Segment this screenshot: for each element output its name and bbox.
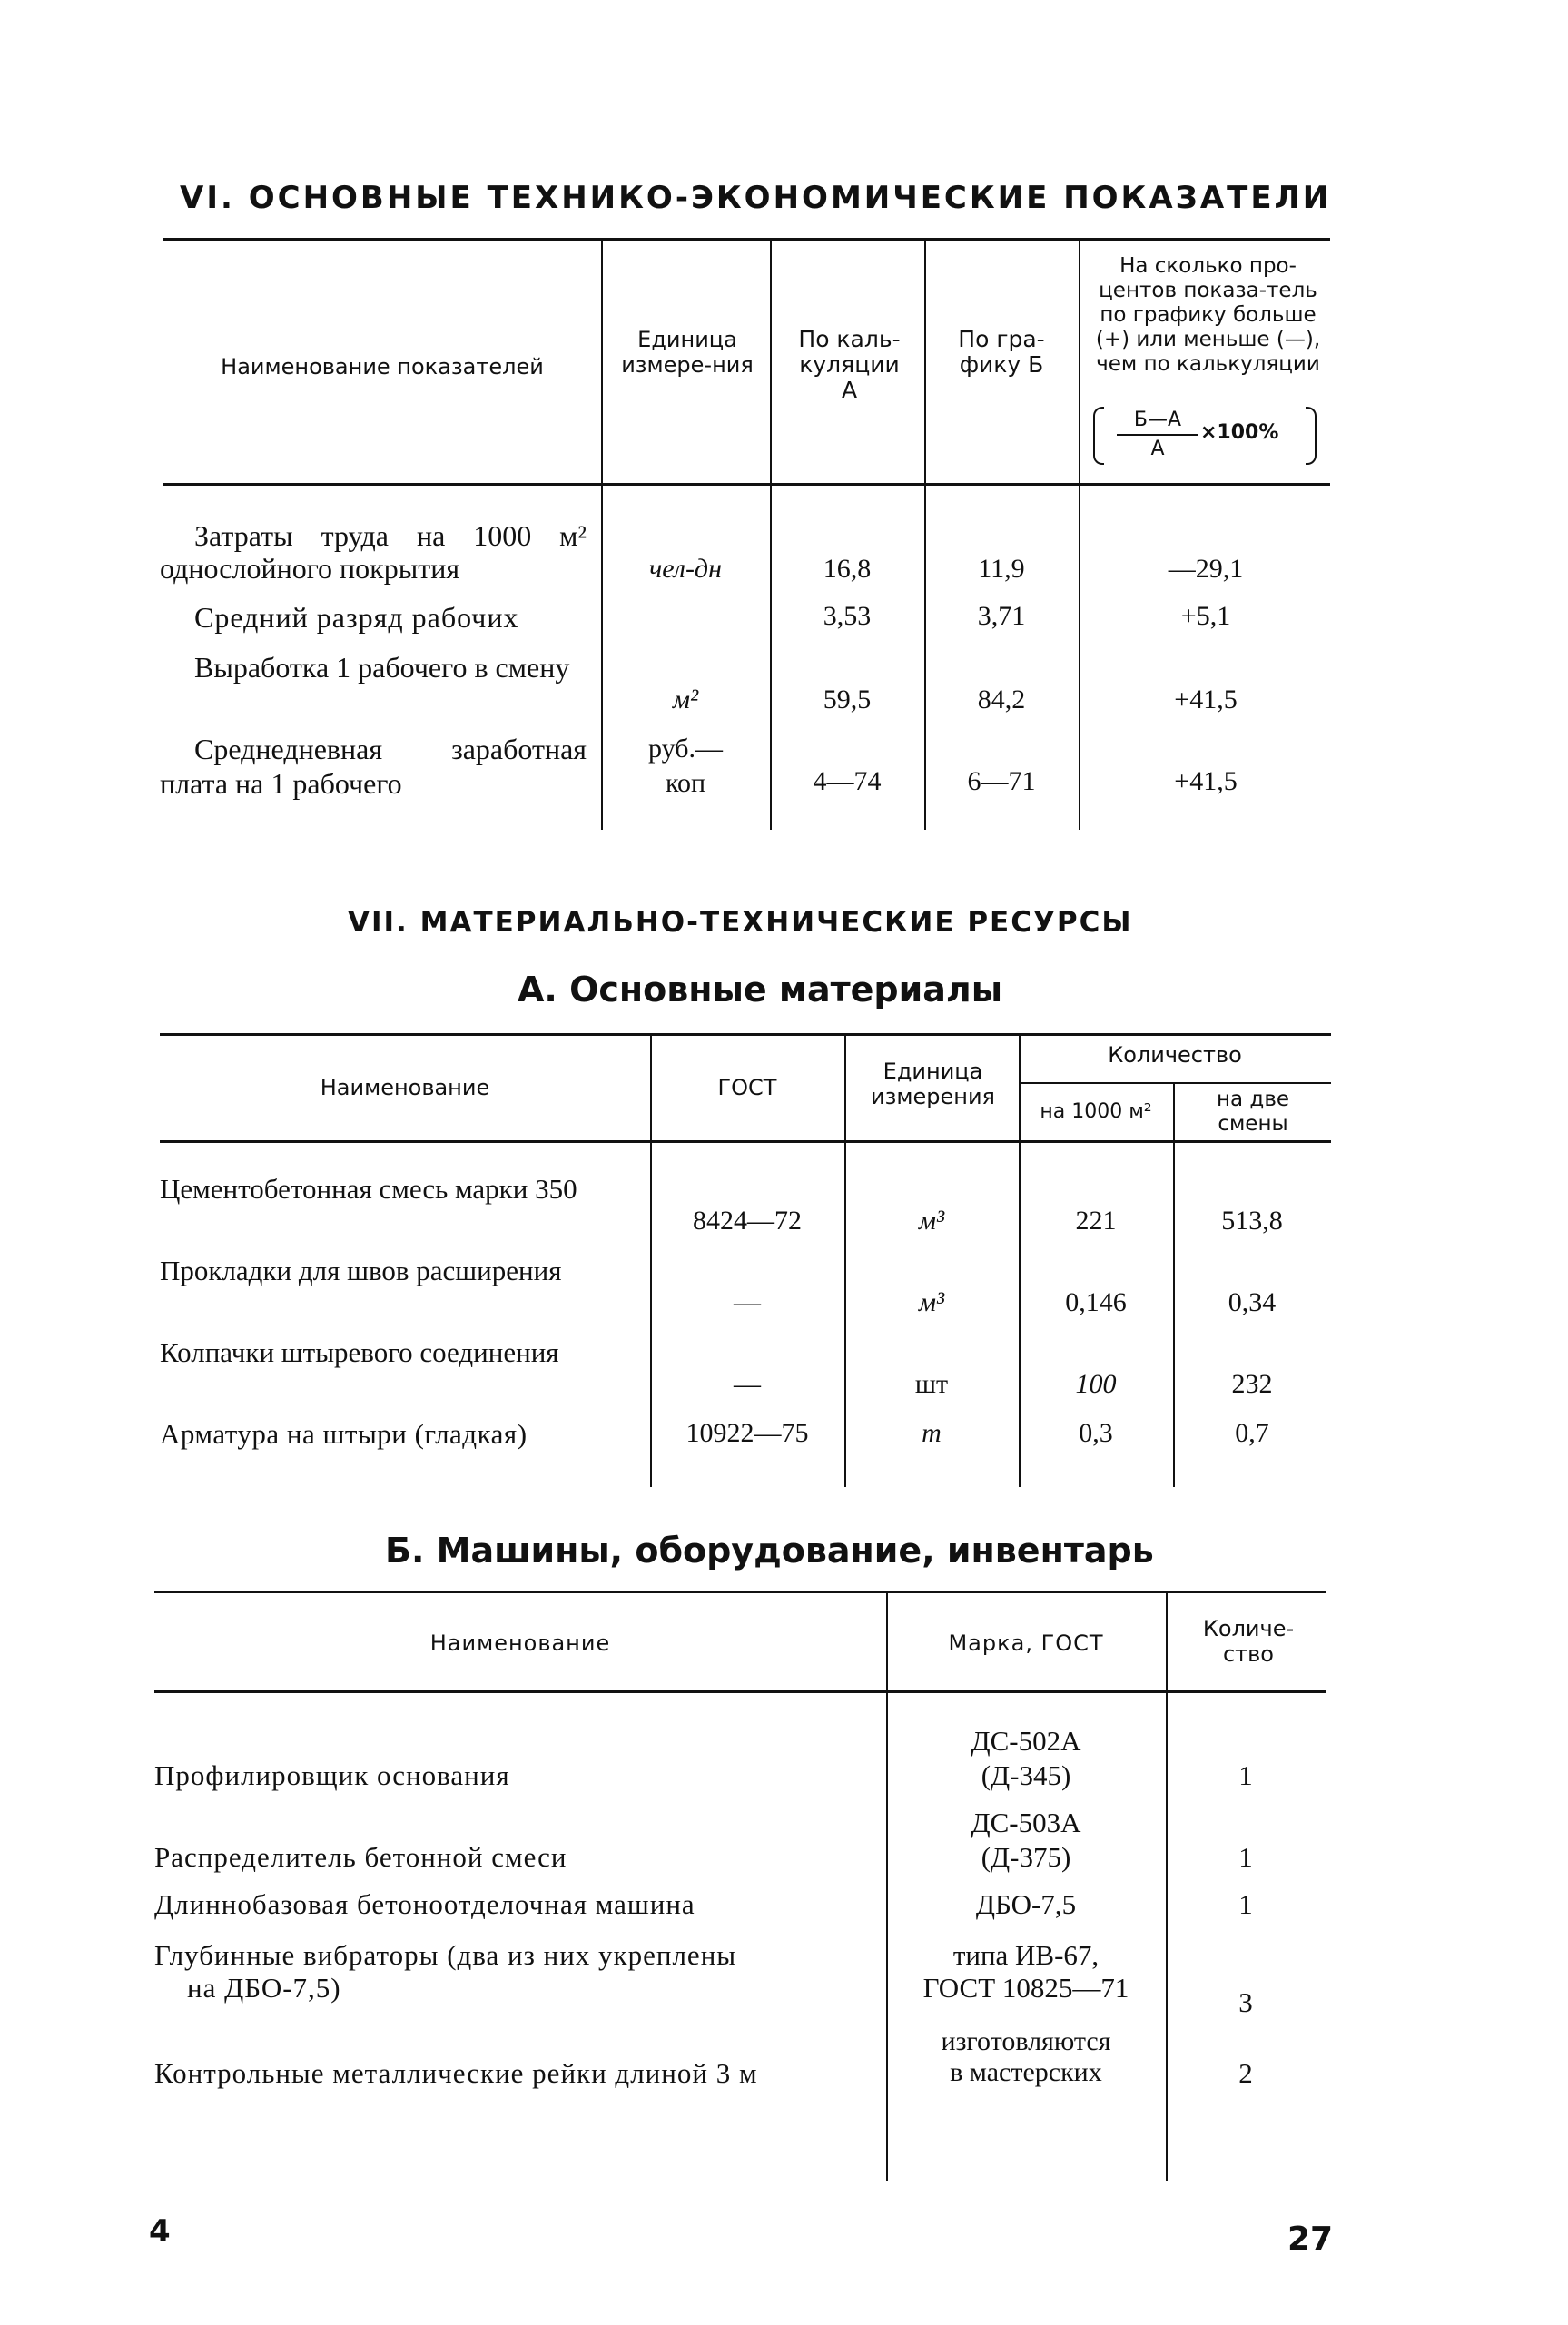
table-row-diff: +5,1 xyxy=(1180,601,1231,631)
col-header-diff: На сколько про-центов показа-тель по графику больше (+) или меньше (—), чем по калькуляции xyxy=(1095,254,1321,376)
col-header-name: Наименование xyxy=(320,1075,490,1100)
table-row-name: Цементобетонная смесь марки 350 xyxy=(160,1173,577,1205)
table-row-unit: руб.— коп xyxy=(648,734,723,798)
table-row-name: Распределитель бетонной смеси xyxy=(154,1841,567,1873)
col-header-graph: По гра-фику Б xyxy=(958,326,1045,378)
table-row-qty: 1 xyxy=(1238,1759,1253,1791)
table-row-graph: 6—71 xyxy=(967,766,1036,796)
table-row-gost: — xyxy=(734,1369,761,1399)
table-row-unit: чел-дн xyxy=(648,554,722,584)
table-row-q2: 0,7 xyxy=(1235,1418,1269,1448)
table-row-unit: шт xyxy=(914,1369,949,1399)
table-row-diff: —29,1 xyxy=(1168,554,1244,584)
table-row-q2: 513,8 xyxy=(1221,1206,1283,1236)
table-row-mark: ДС-502А xyxy=(971,1725,1081,1757)
table-row-gost: 10922—75 xyxy=(685,1418,809,1448)
table-row-unit: т xyxy=(922,1418,942,1448)
table-row-calc: 59,5 xyxy=(823,685,872,714)
col-header-unit: Единица измере-ния xyxy=(621,327,754,378)
section-7-title: VII. МАТЕРИАЛЬНО-ТЕХНИЧЕСКИЕ РЕСУРСЫ xyxy=(348,906,1133,939)
table-row-mark: изготовляются xyxy=(941,2026,1111,2056)
table-row-mark: в мастерских xyxy=(950,2057,1102,2087)
table-row-name: на ДБО-7,5) xyxy=(187,1972,341,2004)
col-header-qty-1000: на 1000 м² xyxy=(1040,1100,1152,1123)
table-row-q1000: 0,3 xyxy=(1079,1418,1113,1448)
table-row-qty: 1 xyxy=(1238,1841,1253,1873)
col-header-mark: Марка, ГОСТ xyxy=(948,1630,1104,1656)
table-row-q1000: 0,146 xyxy=(1065,1287,1127,1317)
table-row-qty: 2 xyxy=(1238,2057,1253,2089)
table-row-name: Прокладки для швов расширения xyxy=(160,1255,562,1286)
section-6-title: VI. ОСНОВНЫЕ ТЕХНИКО-ЭКОНОМИЧЕСКИЕ ПОКАЗАТЕЛИ xyxy=(180,180,1332,216)
table-row-name: Контрольные металлические рейки длиной 3 м xyxy=(154,2057,758,2089)
table-row-graph: 84,2 xyxy=(977,685,1026,714)
table-row-name: Средний разряд рабочих xyxy=(194,601,519,634)
table-row-q2: 0,34 xyxy=(1228,1287,1277,1317)
page-number: 27 xyxy=(1287,2221,1334,2258)
table-row-calc: 16,8 xyxy=(823,554,872,584)
col-header-unit: Единица измерения xyxy=(871,1059,995,1109)
formula-numerator: Б—А xyxy=(1133,409,1182,431)
table-row-calc: 4—74 xyxy=(813,766,882,796)
table-row-mark: (Д-345) xyxy=(981,1759,1071,1791)
table-row-name: Арматура на штыри (гладкая) xyxy=(160,1418,528,1450)
table-row-mark: (Д-375) xyxy=(981,1841,1071,1873)
table-row-name: Затраты труда на 1000 м² однослойного покрытия xyxy=(160,519,587,585)
col-header-name: Наименование показателей xyxy=(221,354,544,379)
table-row-mark: ДС-503А xyxy=(971,1807,1081,1838)
table-row-mark: ГОСТ 10825—71 xyxy=(922,1972,1129,2004)
table-row-q1000: 221 xyxy=(1075,1206,1117,1236)
table-row-graph: 3,71 xyxy=(977,601,1026,631)
col-header-qty: Количе-ство xyxy=(1202,1616,1295,1667)
subsection-b-title: Б. Машины, оборудование, инвентарь xyxy=(385,1531,1154,1571)
col-header-gost: ГОСТ xyxy=(717,1075,777,1100)
table-row-graph: 11,9 xyxy=(978,554,1025,584)
formula-right-paren xyxy=(1306,407,1317,465)
col-header-name: Наименование xyxy=(429,1630,611,1656)
table-row-unit: м³ xyxy=(918,1287,945,1317)
table-row-name: Длиннобазовая бетоноотделочная машина xyxy=(154,1888,695,1920)
formula-left-paren xyxy=(1093,407,1104,465)
table-row-mark: ДБО-7,5 xyxy=(975,1888,1077,1920)
subsection-a-title: А. Основные материалы xyxy=(518,970,1003,1010)
formula-fraction-bar xyxy=(1117,434,1198,436)
table-row-qty: 3 xyxy=(1238,1986,1253,2018)
table-row-unit: м³ xyxy=(918,1206,945,1236)
table-row-q1000: 100 xyxy=(1075,1369,1117,1399)
table-row-q2: 232 xyxy=(1231,1369,1273,1399)
table-row-calc: 3,53 xyxy=(823,601,872,631)
col-header-calc: По каль-куляции А xyxy=(798,326,901,403)
formula-denominator: А xyxy=(1150,438,1165,460)
table-row-name: Профилировщик основания xyxy=(154,1759,510,1791)
table-row-diff: +41,5 xyxy=(1174,685,1238,714)
footer-left-number: 4 xyxy=(149,2213,171,2250)
col-header-qty-2: на две смены xyxy=(1216,1088,1290,1136)
diff-formula xyxy=(1088,405,1328,468)
table-row-diff: +41,5 xyxy=(1174,766,1238,796)
table-row-unit: м² xyxy=(672,685,699,714)
table-row-mark: типа ИВ-67, xyxy=(952,1939,1100,1971)
table-row-name: Среднедневная заработная плата на 1 рабочего xyxy=(160,733,587,800)
col-header-qty: Количество xyxy=(1108,1042,1242,1068)
table-row-gost: 8424—72 xyxy=(693,1206,802,1236)
table-row-name: Выработка 1 рабочего в смену xyxy=(194,651,570,684)
formula-multiplier: ×100% xyxy=(1200,421,1279,444)
table-row-name: Глубинные вибраторы (два из них укреплены xyxy=(154,1939,737,1971)
table-row-qty: 1 xyxy=(1238,1888,1253,1920)
table-row-name: Колпачки штыревого соединения xyxy=(160,1336,559,1368)
table-row-gost: — xyxy=(734,1287,761,1317)
